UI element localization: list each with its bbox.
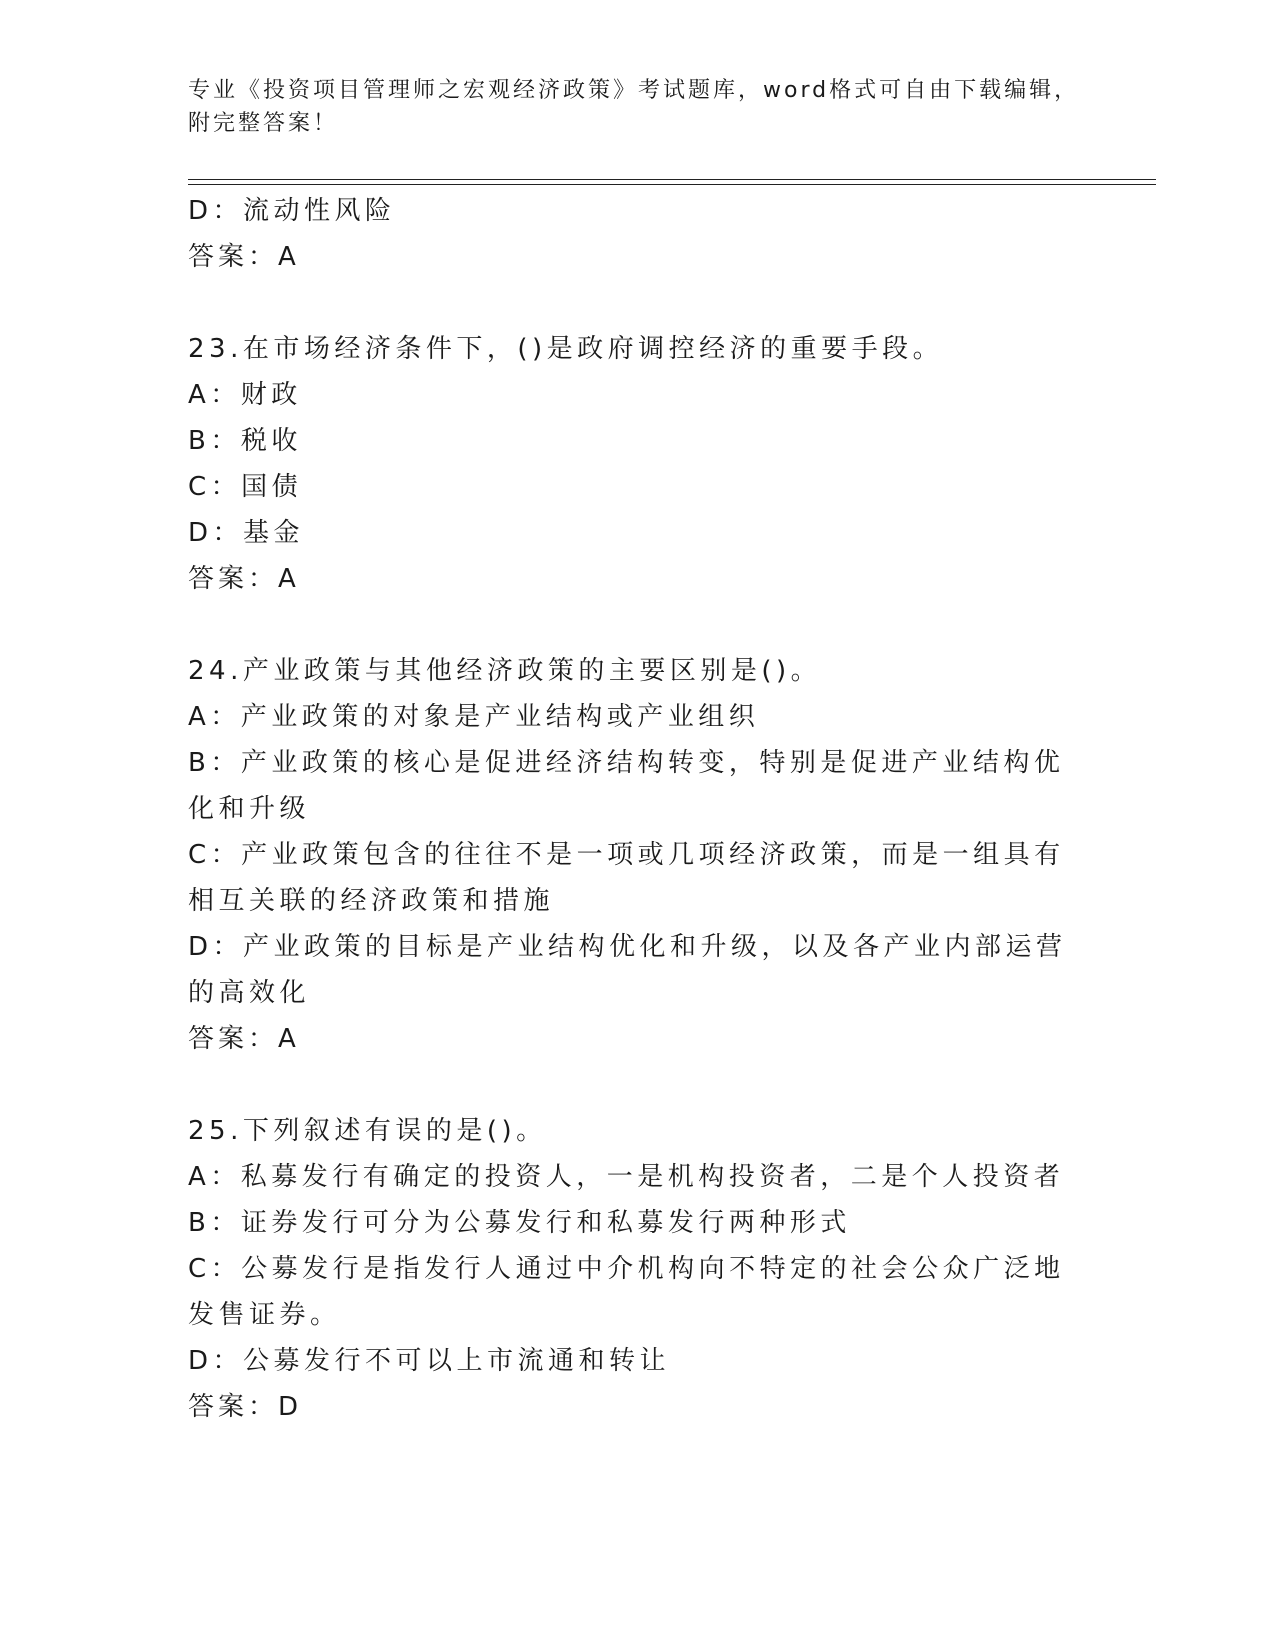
question-list (188, 188, 1088, 1430)
header-line-2: 附完整答案！ (188, 111, 339, 136)
option-a: A：私募发行有确定的投资人，一是机构投资者，二是个人投资者 (188, 1162, 1065, 1192)
option-c: C：公募发行是指发行人通过中介机构向不特定的社会公众广泛地发售证券。 (188, 1254, 1065, 1330)
question-stem: 25.下列叙述有误的是()。 (188, 1116, 547, 1146)
question-22-continued (188, 188, 1088, 280)
option-b: B：产业政策的核心是促进经济结构转变，特别是促进产业结构优化和升级 (188, 748, 1065, 824)
question-stem: 24.产业政策与其他经济政策的主要区别是()。 (188, 656, 822, 686)
document-header (188, 74, 1088, 140)
question-23 (188, 326, 1088, 602)
question-24 (188, 648, 1088, 1062)
spacer (188, 1062, 1088, 1108)
option-d: D：流动性风险 (188, 196, 396, 226)
option-a: A：财政 (188, 380, 302, 410)
option-b: B：税收 (188, 426, 302, 456)
option-c: C：产业政策包含的往往不是一项或几项经济政策，而是一组具有相互关联的经济政策和措施 (188, 840, 1065, 916)
option-d: D：产业政策的目标是产业结构优化和升级，以及各产业内部运营的高效化 (188, 932, 1067, 1008)
header-divider (188, 179, 1156, 185)
option-d: D：公募发行不可以上市流通和转让 (188, 1346, 671, 1376)
option-a: A：产业政策的对象是产业结构或产业组织 (188, 702, 760, 732)
answer-line: 答案：A (188, 1024, 300, 1054)
option-d: D：基金 (188, 518, 305, 548)
question-stem: 23.在市场经济条件下，()是政府调控经济的重要手段。 (188, 334, 944, 364)
option-c: C：国债 (188, 472, 303, 502)
option-b: B：证券发行可分为公募发行和私募发行两种形式 (188, 1208, 851, 1238)
header-line-1: 专业《投资项目管理师之宏观经济政策》考试题库，word格式可自由下载编辑， (188, 78, 1080, 103)
answer-line: 答案：A (188, 242, 300, 272)
answer-line: 答案：A (188, 564, 300, 594)
question-25 (188, 1108, 1088, 1430)
answer-line: 答案：D (188, 1392, 303, 1422)
spacer (188, 280, 1088, 326)
spacer (188, 602, 1088, 648)
